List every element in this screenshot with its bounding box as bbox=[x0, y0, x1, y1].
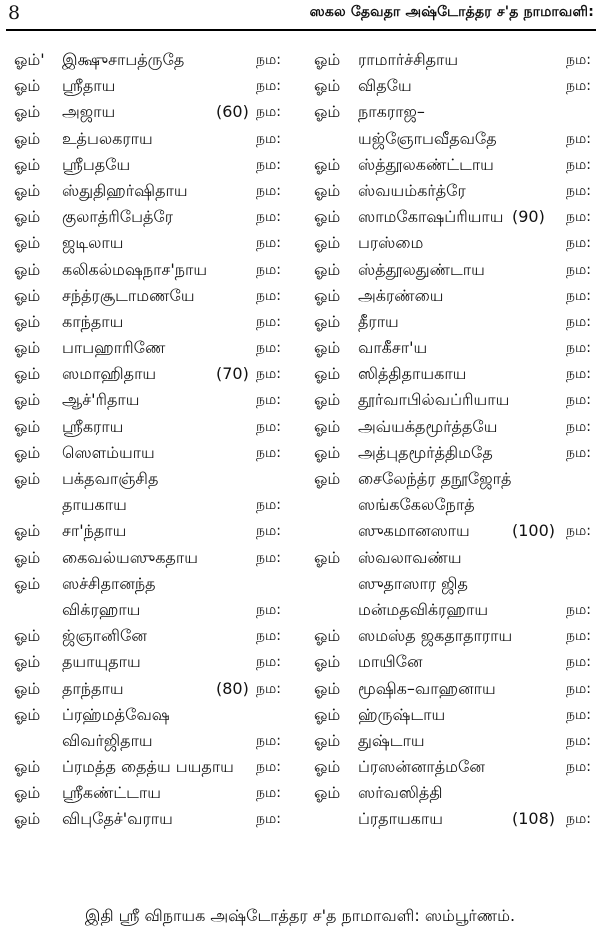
page-number: 8 bbox=[8, 2, 21, 24]
namah-word: நம: bbox=[566, 52, 591, 68]
om-word: ஓம் bbox=[314, 390, 341, 410]
om-word: ஓம் bbox=[14, 809, 41, 829]
namah-word: நம: bbox=[256, 811, 281, 828]
divine-name: ப்ரஹ்மத்வேஷ bbox=[62, 704, 170, 724]
om-word: ஓம் bbox=[14, 207, 41, 227]
divine-name: உத்பலகராய bbox=[62, 128, 153, 148]
right-column bbox=[300, 47, 600, 833]
mantra-row bbox=[300, 780, 600, 806]
mantra-row bbox=[300, 728, 600, 754]
divine-name: குலாத்ரிபேத்ரே bbox=[62, 207, 174, 227]
divine-name: ஸ்ரீகராய bbox=[62, 416, 124, 436]
divine-name: விவர்ஜிதாய bbox=[62, 730, 153, 750]
namah-word: நம: bbox=[256, 549, 281, 566]
namah-word: நம: bbox=[256, 156, 281, 173]
namah-word: நம: bbox=[566, 261, 591, 278]
om-word: ஓம் bbox=[14, 521, 41, 541]
divine-name: தீராய bbox=[358, 311, 399, 331]
divine-name: ப்ரமத்த தைத்ய பயதாய bbox=[62, 757, 234, 777]
om-word: ஓம் bbox=[314, 704, 341, 724]
mantra-row bbox=[300, 335, 600, 361]
mantra-row bbox=[300, 152, 600, 178]
namah-word: நம: bbox=[256, 523, 281, 540]
om-word: ஓம் bbox=[314, 730, 341, 750]
mantra-row bbox=[300, 387, 600, 413]
namah-word: நம: bbox=[566, 340, 591, 357]
om-word: ஓம் bbox=[314, 652, 341, 672]
om-word: ஓம் bbox=[14, 442, 41, 462]
running-title: ஸகல தேவதா அஷ்டோத்தர ச'த நாமாவளி: bbox=[309, 4, 594, 20]
om-word: ஓம் bbox=[14, 76, 41, 96]
mantra-row bbox=[0, 676, 300, 702]
divine-name: மாயினே bbox=[358, 652, 423, 672]
divine-name: ஸுகமானஸாய bbox=[358, 521, 470, 541]
mantra-row bbox=[0, 702, 300, 728]
mantra-row bbox=[0, 571, 300, 597]
om-word: ஓம் bbox=[314, 364, 341, 384]
om-word: ஓம் bbox=[14, 469, 41, 488]
divine-name: ப்ரஸன்னாத்மனே bbox=[358, 757, 485, 777]
om-word: ஓம் bbox=[314, 154, 341, 174]
count-marker: (108) bbox=[512, 809, 556, 829]
mantra-row bbox=[300, 571, 600, 597]
mantra-row bbox=[300, 649, 600, 675]
om-word: ஓம் bbox=[314, 626, 341, 646]
mantra-row bbox=[300, 126, 600, 152]
mantra-row bbox=[300, 257, 600, 283]
namah-word: நம: bbox=[256, 261, 281, 278]
mantra-row bbox=[300, 623, 600, 649]
mantra-row bbox=[0, 545, 300, 571]
mantra-row bbox=[0, 806, 300, 832]
namah-word: நம: bbox=[566, 156, 591, 173]
om-word: ஓம் bbox=[14, 154, 41, 174]
mantra-row bbox=[0, 309, 300, 335]
divine-name: தூர்வாபில்வப்ரியாய bbox=[358, 390, 510, 410]
closing-line: இதி ஸ்ரீ விநாயக அஷ்டோத்தர ச'த நாமாவளி: ஸம்பூர்ணம். bbox=[84, 906, 516, 925]
namah-word: நம: bbox=[566, 706, 591, 723]
namah-word: நம: bbox=[566, 418, 591, 435]
mantra-row bbox=[0, 99, 300, 125]
om-word: ஓம் bbox=[14, 233, 41, 253]
divine-name: ஸ்ரீகண்ட்டாய bbox=[62, 783, 161, 803]
namah-word: நம: bbox=[566, 523, 591, 540]
namah-word: நம: bbox=[566, 78, 591, 95]
divine-name: ஹ்ருஷ்டாய bbox=[358, 704, 446, 724]
namah-word: நம: bbox=[256, 209, 281, 226]
mantra-row bbox=[300, 676, 600, 702]
divine-name: ஸ்த்தூலதுண்டாய bbox=[358, 259, 485, 279]
mantra-row bbox=[300, 99, 600, 125]
namah-word: நம: bbox=[256, 759, 281, 776]
divine-name: பக்தவாஞ்சித bbox=[62, 469, 159, 488]
divine-name: ஜ்ஞானினே bbox=[62, 626, 147, 646]
mantra-row bbox=[300, 597, 600, 623]
divine-name: தயாயுதாய bbox=[62, 652, 141, 672]
om-word: ஓம் bbox=[314, 50, 341, 69]
mantra-row bbox=[300, 309, 600, 335]
mantra-row bbox=[0, 728, 300, 754]
om-word: ஓம் bbox=[314, 757, 341, 777]
namah-word: நம: bbox=[566, 654, 591, 671]
namah-word: நம: bbox=[566, 628, 591, 645]
namah-word: நம: bbox=[256, 340, 281, 357]
namah-word: நம: bbox=[566, 235, 591, 252]
divine-name: சா'ந்தாய bbox=[62, 521, 127, 541]
om-word: ஓம் bbox=[14, 547, 41, 567]
mantra-row bbox=[0, 597, 300, 623]
mantra-row bbox=[0, 335, 300, 361]
mantra-row bbox=[300, 806, 600, 832]
om-word: ஓம் bbox=[14, 390, 41, 410]
mantra-row bbox=[0, 283, 300, 309]
mantra-row bbox=[300, 545, 600, 571]
divine-name: ஸௌம்யாய bbox=[62, 442, 155, 462]
om-word: ஓம் bbox=[314, 783, 341, 803]
mantra-row bbox=[300, 702, 600, 728]
mantra-row bbox=[300, 230, 600, 256]
om-word: ஓம் bbox=[314, 442, 341, 462]
divine-name: தாந்தாய bbox=[62, 678, 124, 698]
om-word: ஓம் bbox=[314, 678, 341, 698]
om-word: ஓம் bbox=[314, 76, 341, 96]
namah-word: நம: bbox=[256, 732, 281, 749]
namah-word: நம: bbox=[566, 182, 591, 199]
namah-word: நம: bbox=[566, 287, 591, 304]
divine-name: ஸமஸ்த ஜகதாதாராய bbox=[358, 626, 513, 646]
mantra-row bbox=[300, 204, 600, 230]
mantra-row bbox=[0, 414, 300, 440]
namah-word: நம: bbox=[256, 182, 281, 199]
divine-name: ஸங்ககேலநோத் bbox=[358, 495, 475, 515]
divine-name: அத்புதமூர்த்திமதே bbox=[358, 442, 493, 462]
namah-word: நம: bbox=[256, 287, 281, 304]
namah-word: நம: bbox=[256, 52, 281, 68]
om-word: ஓம் bbox=[14, 128, 41, 148]
mantra-row bbox=[0, 361, 300, 387]
mantra-row bbox=[300, 440, 600, 466]
om-word: ஓம் bbox=[314, 547, 341, 567]
mantra-row bbox=[0, 204, 300, 230]
om-word: ஓம் bbox=[14, 416, 41, 436]
mantra-row bbox=[300, 414, 600, 440]
divine-name: விபுதேச்'வராய bbox=[62, 809, 173, 829]
mantra-row bbox=[0, 649, 300, 675]
divine-name: ஸுதாஸார ஜித bbox=[358, 573, 468, 593]
namah-word: நம: bbox=[256, 418, 281, 435]
divine-name: பரஸ்மை bbox=[358, 233, 424, 253]
namah-word: நம: bbox=[566, 392, 591, 409]
divine-name: அக்ரண்யை bbox=[358, 285, 444, 305]
mantra-row bbox=[0, 754, 300, 780]
mantra-row bbox=[0, 178, 300, 204]
namah-word: நம: bbox=[256, 601, 281, 618]
divine-name: காந்தாய bbox=[62, 311, 124, 331]
namah-word: நம: bbox=[256, 130, 281, 147]
om-word: ஓம் bbox=[14, 102, 41, 122]
mantra-row bbox=[0, 47, 300, 73]
om-word: ஓம் bbox=[14, 364, 41, 384]
namah-word: நம: bbox=[566, 759, 591, 776]
mantra-row bbox=[300, 518, 600, 544]
mantra-row bbox=[0, 230, 300, 256]
divine-name: பாபஹாரிணே bbox=[62, 338, 166, 358]
divine-name: விக்ரஹாய bbox=[62, 599, 141, 619]
namah-word: நம: bbox=[256, 785, 281, 802]
divine-name: அஜாய bbox=[62, 102, 116, 122]
count-marker: (70) bbox=[216, 364, 249, 384]
mantra-row bbox=[0, 780, 300, 806]
divine-name: வாகீசா'ய bbox=[358, 338, 428, 358]
om-word: ஓம் bbox=[14, 573, 41, 593]
namah-word: நம: bbox=[256, 78, 281, 95]
om-word: ஓம் bbox=[14, 338, 41, 358]
divine-name: அவ்யக்தமூர்த்தயே bbox=[358, 416, 498, 436]
divine-name: ஸ்வயம்கர்த்ரே bbox=[358, 180, 466, 200]
om-word: ஓம் bbox=[14, 259, 41, 279]
divine-name: ஸமாஹிதாய bbox=[62, 364, 157, 384]
om-word: ஓம் bbox=[14, 180, 41, 200]
om-word: ஓம் bbox=[14, 626, 41, 646]
om-word: ஓம் bbox=[14, 704, 41, 724]
divine-name: இக்ஷுசாபத்ருதே bbox=[62, 50, 185, 69]
divine-name: மன்மதவிக்ரஹாய bbox=[358, 599, 489, 619]
divine-name: விதயே bbox=[358, 76, 412, 96]
mantra-row bbox=[0, 257, 300, 283]
namah-word: நம: bbox=[566, 313, 591, 330]
divine-name: ஸாமகோஷப்ரியாய bbox=[358, 207, 504, 227]
divine-name: கைவல்யஸுகதாய bbox=[62, 547, 198, 567]
mantra-row bbox=[300, 178, 600, 204]
om-word: ஓம் bbox=[14, 757, 41, 777]
mantra-row bbox=[0, 518, 300, 544]
divine-name: தாயகாய bbox=[62, 495, 127, 515]
divine-name: ராமார்ச்சிதாய bbox=[358, 50, 459, 69]
om-word: ஓம் bbox=[314, 180, 341, 200]
mantra-row bbox=[300, 754, 600, 780]
count-marker: (90) bbox=[512, 207, 545, 227]
om-word: ஓம் bbox=[14, 652, 41, 672]
divine-name: நாகராஜ– bbox=[358, 102, 425, 122]
divine-name: ஸர்வஸித்தி bbox=[358, 783, 443, 803]
om-word: ஓம் bbox=[314, 285, 341, 305]
namah-word: நம: bbox=[256, 628, 281, 645]
divine-name: மூஷிக–வாஹனாய bbox=[358, 678, 496, 698]
mantra-row bbox=[0, 126, 300, 152]
namah-word: நம: bbox=[256, 654, 281, 671]
om-word: ஓம் bbox=[314, 469, 341, 488]
om-word: ஓம் bbox=[14, 678, 41, 698]
mantra-row bbox=[0, 466, 300, 492]
om-word: ஓம் bbox=[314, 338, 341, 358]
namah-word: நம: bbox=[566, 680, 591, 697]
count-marker: (60) bbox=[216, 102, 249, 122]
mantra-row bbox=[0, 73, 300, 99]
namah-word: நம: bbox=[256, 392, 281, 409]
mantra-row bbox=[300, 283, 600, 309]
mantra-row bbox=[0, 623, 300, 649]
om-word: ஓம் bbox=[14, 783, 41, 803]
divine-name: துஷ்டாய bbox=[358, 730, 425, 750]
header-rule bbox=[6, 29, 596, 31]
namah-word: நம: bbox=[256, 366, 281, 383]
om-word: ஓம் bbox=[314, 207, 341, 227]
divine-name: சைலேந்த்ர தநூஜோத் bbox=[358, 469, 512, 488]
namah-word: நம: bbox=[566, 209, 591, 226]
divine-name: ஸ்ரீதாய bbox=[62, 76, 116, 96]
mantra-row bbox=[300, 492, 600, 518]
divine-name: கலிகல்மஷநாச'நாய bbox=[62, 259, 208, 279]
namah-word: நம: bbox=[256, 235, 281, 252]
divine-name: ஸ்த்தூலகண்ட்டாய bbox=[358, 154, 494, 174]
om-word: ஓம் bbox=[314, 233, 341, 253]
om-word: ஓம் bbox=[314, 102, 341, 122]
namah-word: நம: bbox=[256, 497, 281, 514]
divine-name: ப்ரதாயகாய bbox=[358, 809, 443, 829]
om-word: ஓம்' bbox=[14, 50, 45, 69]
namah-word: நம: bbox=[566, 366, 591, 383]
om-word: ஓம் bbox=[14, 311, 41, 331]
om-word: ஓம் bbox=[314, 311, 341, 331]
mantra-row bbox=[0, 152, 300, 178]
namah-word: நம: bbox=[256, 444, 281, 461]
om-word: ஓம் bbox=[314, 416, 341, 436]
mantra-row bbox=[300, 73, 600, 99]
namah-word: நம: bbox=[566, 732, 591, 749]
divine-name: ஸ்துதிஹர்ஷிதாய bbox=[62, 180, 188, 200]
mantra-row bbox=[300, 361, 600, 387]
om-word: ஓம் bbox=[314, 259, 341, 279]
namah-word: நம: bbox=[566, 601, 591, 618]
namah-word: நம: bbox=[566, 130, 591, 147]
mantra-row bbox=[300, 47, 600, 73]
count-marker: (100) bbox=[512, 521, 556, 541]
mantra-row bbox=[0, 492, 300, 518]
divine-name: ஸ்வலாவண்ய bbox=[358, 547, 462, 567]
namah-word: நம: bbox=[566, 811, 591, 828]
divine-name: சந்த்ரசூடாமணயே bbox=[62, 285, 195, 305]
count-marker: (80) bbox=[216, 678, 249, 698]
om-word: ஓம் bbox=[14, 285, 41, 305]
divine-name: ஸ்ரீபதயே bbox=[62, 154, 131, 174]
divine-name: ஸித்திதாயகாய bbox=[358, 364, 467, 384]
page-header bbox=[0, 0, 600, 30]
divine-name: ஸச்சிதானந்த bbox=[62, 573, 156, 593]
divine-name: யஜ்ஞோபவீதவதே bbox=[358, 128, 497, 148]
mantra-row bbox=[0, 387, 300, 413]
namah-word: நம: bbox=[256, 104, 281, 121]
mantra-row bbox=[300, 466, 600, 492]
left-column bbox=[0, 47, 300, 833]
mantra-row bbox=[0, 440, 300, 466]
namah-word: நம: bbox=[256, 313, 281, 330]
divine-name: ஆச்'ரிதாய bbox=[62, 390, 140, 410]
namah-word: நம: bbox=[566, 444, 591, 461]
namah-word: நம: bbox=[256, 680, 281, 697]
divine-name: ஜடிலாய bbox=[62, 233, 124, 253]
